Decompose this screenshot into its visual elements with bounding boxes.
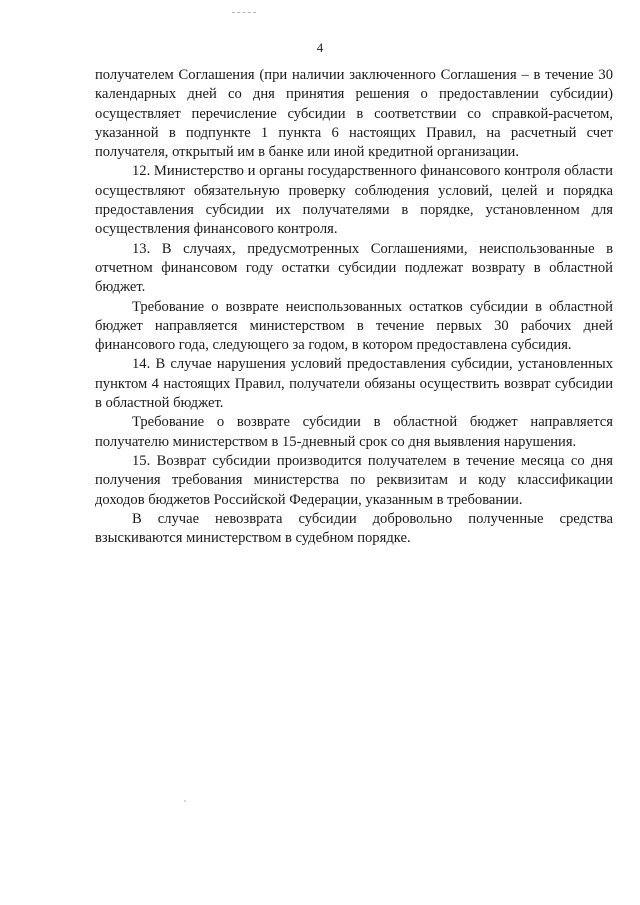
scan-speck [184, 800, 186, 802]
paragraph-continuation: получателем Соглашения (при наличии заключенного Соглашения – в течение 30 календарных дней со дня принятия решения о предоставлении субсидии) осуществляет перечисление субсидии в соответствии со справкой-расчетом, указанной в подпункте 1 пункта 6 настоящих Правил, на расчетный счет получателя, открытый им в банке или иной кредитной организации. [95, 67, 613, 161]
paragraph-item-15: 15. Возврат субсидии производится получателем в течение месяца со дня получения требования министерства по реквизитам и коду классификации доходов бюджетов Российской Федерации, указанным в требовании. [95, 452, 613, 508]
paragraph-return-demand: Требование о возврате субсидии в областной бюджет направляется получателю министерством в 15-дневный срок со дня выявления нарушения. [95, 414, 613, 450]
paragraph-unused-remainder-demand: Требование о возврате неиспользованных остатков субсидии в областной бюджет направляется министерством в течение первых 30 рабочих дней финансового года, следующего за годом, в котором предоставлена субсидия. [95, 298, 613, 354]
paragraph-item-12: 12. Министерство и органы государственного финансового контроля области осуществляют обязательную проверку соблюдения условий, целей и порядка предоставления субсидии их получателями в порядке, установленном для осуществления финансового контроля. [95, 163, 613, 238]
scan-artifact [232, 12, 256, 15]
document-body [95, 66, 613, 548]
paragraph-item-13: 13. В случаях, предусмотренных Соглашениями, неиспользованные в отчетном финансовом году остатки субсидии подлежат возврату в областной бюджет. [95, 240, 613, 296]
paragraph-non-return: В случае невозврата субсидии добровольно полученные средства взыскиваются министерством в судебном порядке. [95, 510, 613, 547]
page-number: 4 [316, 40, 324, 55]
paragraph-item-14: 14. В случае нарушения условий предоставления субсидии, установленных пунктом 4 настоящих Правил, получатели обязаны осуществить возврат субсидии в областной бюджет. [95, 356, 613, 412]
